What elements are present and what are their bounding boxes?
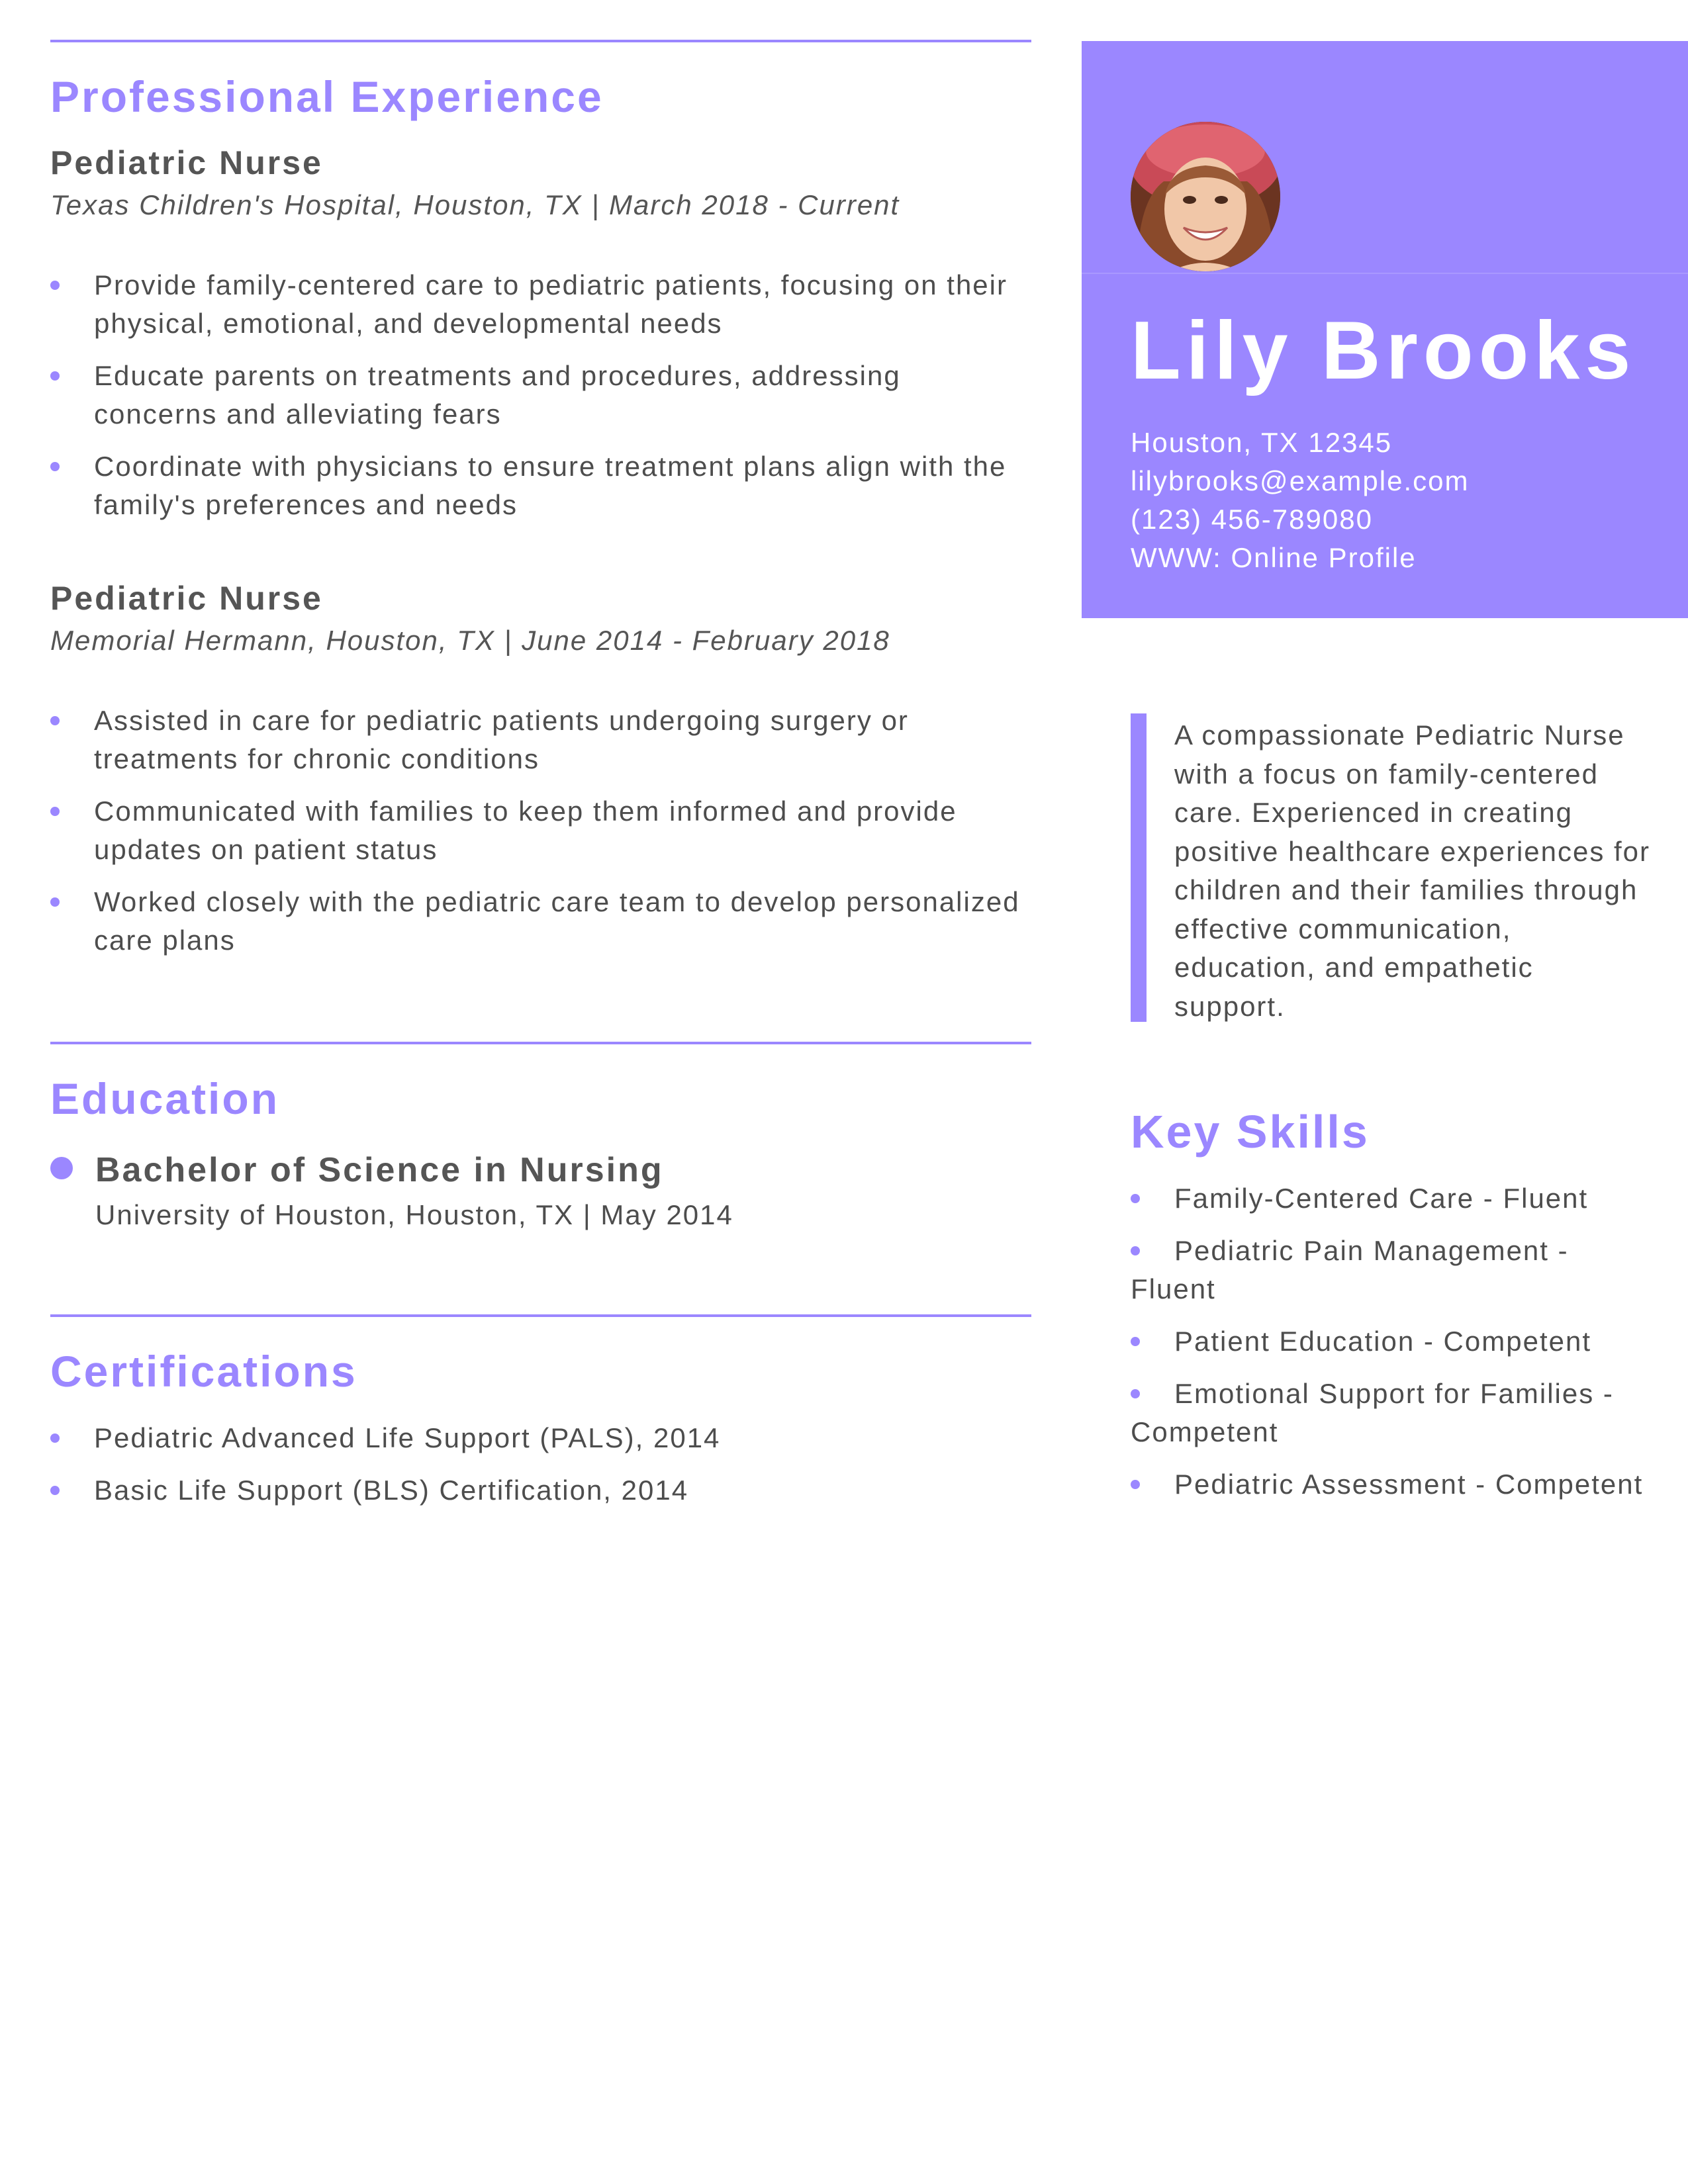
candidate-name: Lily Brooks [1131, 305, 1636, 396]
job-bullets [50, 266, 1031, 538]
certification-text: Basic Life Support (BLS) Certification, 2014 [94, 1475, 689, 1506]
bullet-text: Provide family-centered care to pediatric patients, focusing on their physical, emotional, and developmental needs [94, 269, 1008, 339]
education-heading: Education [50, 1074, 280, 1123]
contact-email[interactable]: lilybrooks@example.com [1131, 465, 1470, 496]
bullet-text: Communicated with families to keep them informed and provide updates on patient status [94, 796, 957, 865]
contact-list [1131, 424, 1469, 577]
list-item [50, 1419, 1031, 1457]
section-divider [50, 1042, 1031, 1044]
list-item [50, 792, 1031, 869]
contact-location: Houston, TX 12345 [1131, 427, 1393, 458]
degree-title: Bachelor of Science in Nursing [95, 1151, 664, 1189]
job-meta: Memorial Hermann, Houston, TX | June 2014 - February 2018 [50, 625, 890, 656]
bullet-dot-icon [50, 1486, 60, 1495]
bullet-dot-icon [50, 462, 60, 471]
certifications-heading: Certifications [50, 1347, 357, 1396]
list-item [1131, 1179, 1660, 1218]
job-bullets [50, 702, 1031, 974]
skill-text: Emotional Support for Families - Competent [1131, 1378, 1614, 1447]
skill-text: Pediatric Pain Management - Fluent [1131, 1235, 1569, 1304]
bullet-dot-icon [50, 1433, 60, 1443]
list-item [1131, 1375, 1660, 1451]
bullet-text: Assisted in care for pediatric patients undergoing surgery or treatments for chronic conditions [94, 705, 909, 774]
avatar [1131, 122, 1280, 271]
contact-website[interactable]: WWW: Online Profile [1131, 542, 1417, 573]
skill-text: Family-Centered Care - Fluent [1174, 1183, 1589, 1214]
school-meta: University of Houston, Houston, TX | May 2014 [95, 1199, 733, 1230]
list-item [1131, 1232, 1660, 1308]
skills-list [1131, 1179, 1660, 1518]
bullet-dot-icon [50, 807, 60, 816]
job-title: Pediatric Nurse [50, 580, 323, 617]
bullet-dot-icon [50, 897, 60, 907]
job-title: Pediatric Nurse [50, 144, 323, 181]
list-item [50, 447, 1031, 524]
bullet-dot-icon [50, 281, 60, 290]
professional-summary: A compassionate Pediatric Nurse with a focus on family-centered care. Experienced in creating positive healthcare experiences for children and their families through effective communication, education, and empathetic support. [1174, 719, 1651, 1022]
experience-heading: Professional Experience [50, 72, 604, 121]
bullet-dot-icon [1131, 1246, 1140, 1255]
contact-phone: (123) 456-789080 [1131, 504, 1373, 535]
list-item [50, 1471, 1031, 1510]
section-divider [50, 1314, 1031, 1317]
header-divider [1082, 273, 1688, 274]
skills-heading: Key Skills [1131, 1106, 1370, 1158]
profile-photo-icon [1131, 122, 1280, 271]
bullet-dot-icon [50, 716, 60, 725]
job-meta: Texas Children's Hospital, Houston, TX | March 2018 - Current [50, 189, 900, 220]
skill-text: Patient Education - Competent [1174, 1326, 1592, 1357]
bullet-dot-icon [1131, 1337, 1140, 1346]
bullet-dot-icon [50, 371, 60, 381]
bullet-text: Coordinate with physicians to ensure treatment plans align with the family's preferences and needs [94, 451, 1007, 520]
certification-text: Pediatric Advanced Life Support (PALS), 2014 [94, 1422, 721, 1453]
bullet-text: Worked closely with the pediatric care team to develop personalized care plans [94, 886, 1020, 956]
summary-accent-bar [1131, 713, 1147, 1022]
list-item [50, 883, 1031, 960]
bullet-dot-icon [1131, 1480, 1140, 1489]
list-item [50, 266, 1031, 343]
list-item [1131, 1322, 1660, 1361]
list-item [50, 702, 1031, 778]
skill-text: Pediatric Assessment - Competent [1174, 1469, 1644, 1500]
list-item [50, 357, 1031, 433]
bullet-dot-icon [1131, 1194, 1140, 1203]
bullet-dot-icon [50, 1157, 73, 1179]
list-item [1131, 1465, 1660, 1504]
bullet-text: Educate parents on treatments and procedures, addressing concerns and alleviating fears [94, 360, 901, 430]
certifications-list [50, 1419, 1031, 1524]
section-divider [50, 40, 1031, 42]
bullet-dot-icon [1131, 1389, 1140, 1398]
profile-header [1082, 41, 1688, 618]
